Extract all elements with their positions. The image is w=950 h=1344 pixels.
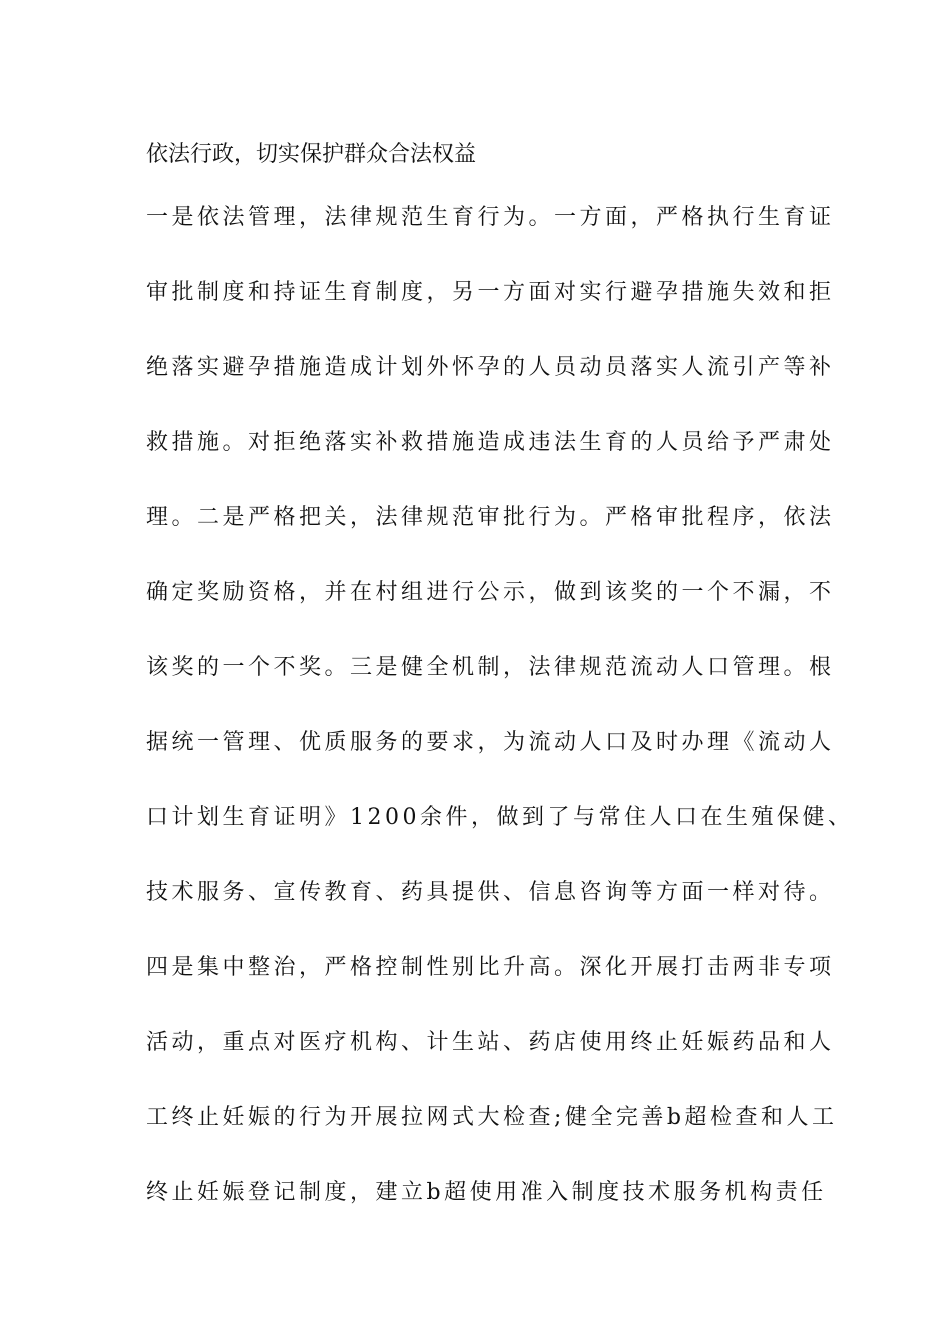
text-line: 绝落实避孕措施造成计划外怀孕的人员动员落实人流引产等补	[146, 355, 835, 380]
text-line: 活动，重点对医疗机构、计生站、药店使用终止妊娠药品和人	[146, 1030, 835, 1055]
text-line: 终止妊娠登记制度，建立b超使用准入制度技术服务机构责任	[146, 1180, 827, 1205]
text-line: 据统一管理、优质服务的要求，为流动人口及时办理《流动人	[146, 730, 835, 755]
text-line: 一是依法管理，法律规范生育行为。一方面，严格执行生育证	[146, 205, 835, 230]
text-line: 确定奖励资格，并在村组进行公示，做到该奖的一个不漏，不	[146, 580, 835, 605]
text-line: 审批制度和持证生育制度，另一方面对实行避孕措施失效和拒	[146, 280, 835, 305]
text-line: 工终止妊娠的行为开展拉网式大检查;健全完善b超检查和人工	[146, 1105, 838, 1130]
text-line: 技术服务、宣传教育、药具提供、信息咨询等方面一样对待。	[146, 880, 835, 905]
text-line: 四是集中整治，严格控制性别比升高。深化开展打击两非专项	[146, 955, 835, 980]
text-line: 该奖的一个不奖。三是健全机制，法律规范流动人口管理。根	[146, 655, 835, 680]
text-line: 救措施。对拒绝落实补救措施造成违法生育的人员给予严肃处	[146, 430, 835, 455]
section-heading: 依法行政，切实保护群众合法权益	[146, 142, 477, 167]
text-line: 理。二是严格把关，法律规范审批行为。严格审批程序，依法	[146, 505, 835, 530]
text-line: 口计划生育证明》1200余件，做到了与常住人口在生殖保健、	[146, 805, 854, 830]
body-text	[146, 180, 854, 1230]
